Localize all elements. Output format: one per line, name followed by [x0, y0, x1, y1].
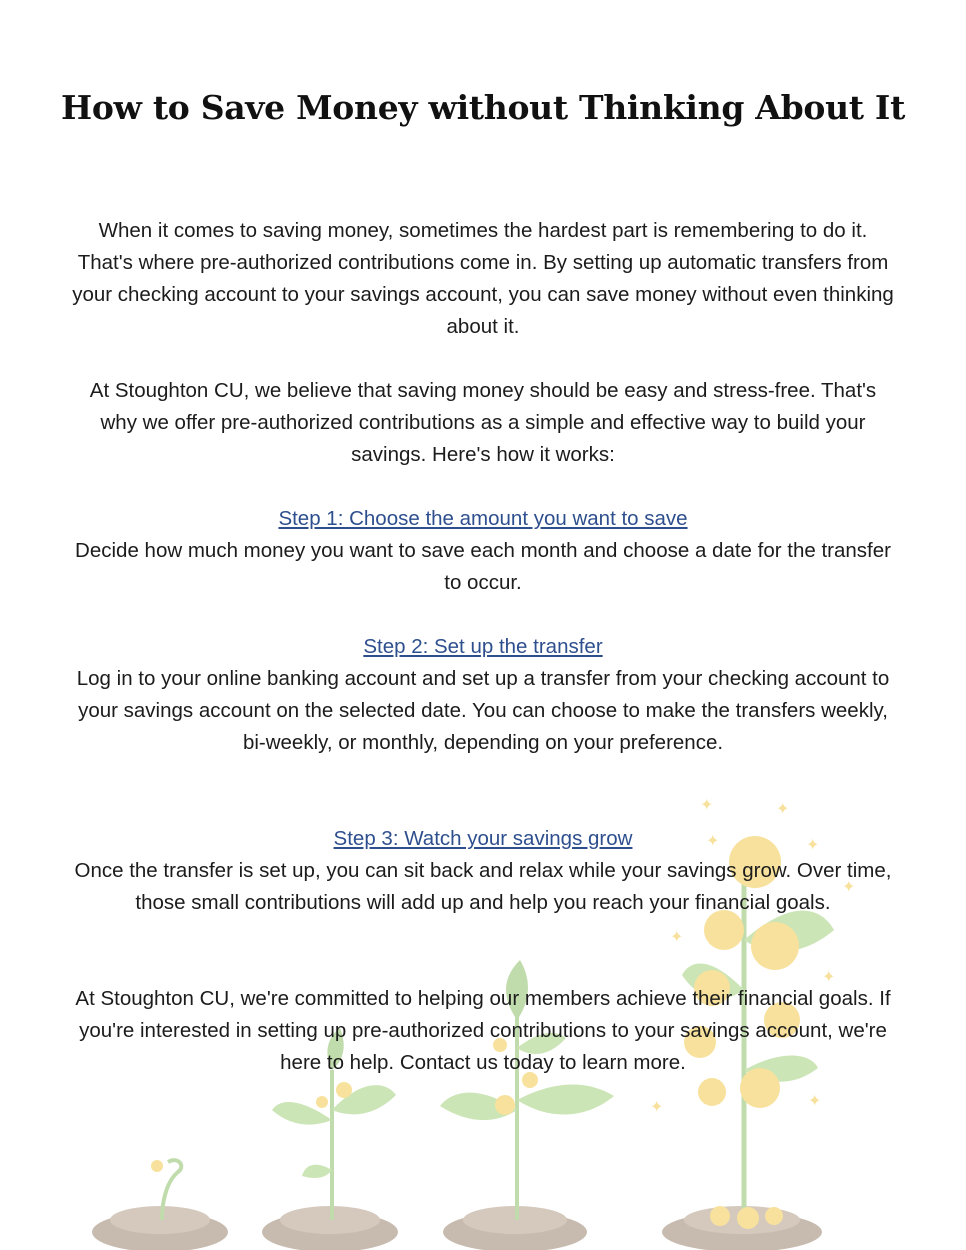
sprout-icon: [92, 1160, 228, 1250]
svg-text:✦: ✦: [650, 1097, 664, 1116]
svg-text:✦: ✦: [808, 1091, 822, 1110]
svg-text:✦: ✦: [670, 927, 684, 946]
svg-text:✦: ✦: [806, 835, 820, 854]
svg-text:✦: ✦: [706, 831, 720, 850]
step-3-block: [70, 823, 896, 919]
belief-paragraph: At Stoughton CU, we believe that saving money should be easy and stress-free. That's why we offer pre-authorized contributions as a simple and effective way to build your savings. Here's how it works:: [89, 379, 877, 466]
step-2-heading-link[interactable]: Step 2: Set up the transfer: [363, 635, 603, 658]
closing-paragraph: At Stoughton CU, we're committed to helping our members achieve their financial goals. If you're interested in setting up pre-authorized contributions to your savings account, we're here to help. Contact us today to learn more.: [75, 987, 891, 1074]
step-3-heading-link[interactable]: Step 3: Watch your savings grow: [333, 827, 633, 850]
step-1-block: [70, 503, 896, 599]
step-1-body: Decide how much money you want to save each month and choose a date for the transfer to occur.: [75, 539, 891, 594]
step-2-body: Log in to your online banking account and set up a transfer from your checking account to your savings account on the selected date. You can choose to make the transfers weekly, bi-weekly, or monthly, depending on your preference.: [76, 667, 890, 754]
step-1-heading-link[interactable]: Step 1: Choose the amount you want to save: [278, 507, 688, 530]
svg-text:✦: ✦: [842, 877, 856, 896]
svg-text:✦: ✦: [700, 795, 714, 814]
svg-text:✦: ✦: [822, 967, 836, 986]
step-2-block: [70, 631, 896, 759]
intro-paragraph: When it comes to saving money, sometimes the hardest part is remembering to do it. That's where pre-authorized contributions come in. By setting up automatic transfers from your checking account to your savings account, you can save money without even thinking about it.: [72, 219, 894, 338]
page-title: How to Save Money without Thinking About It: [60, 88, 906, 127]
step-3-body: Once the transfer is set up, you can sit back and relax while your savings grow. Over time, those small contributions will add up and help you reach your financial goals.: [74, 859, 892, 914]
svg-text:✦: ✦: [776, 799, 790, 818]
